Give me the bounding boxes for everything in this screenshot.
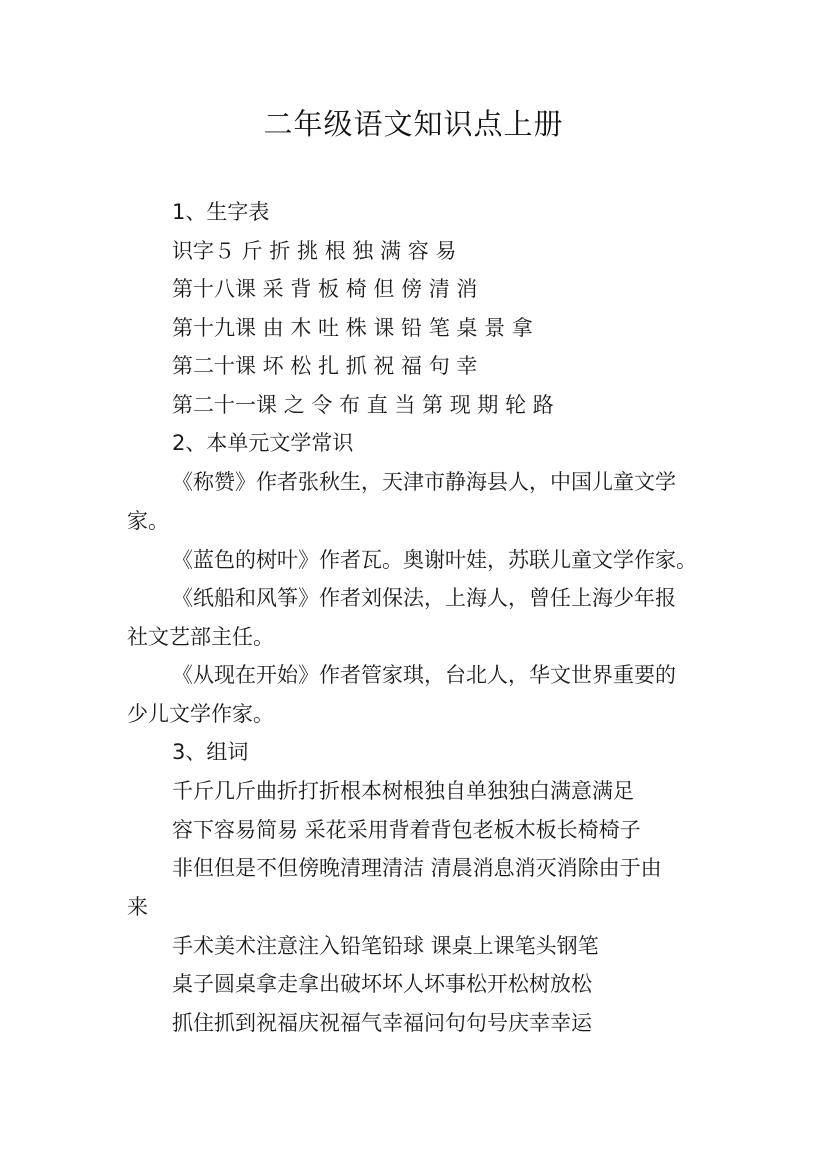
word-line: 来 <box>127 895 148 919</box>
word-line: 抓住抓到祝福庆祝福气幸福问句句号庆幸幸运 <box>172 1011 592 1035</box>
word-line: 容下容易简易 采花采用背着背包老板木板长椅椅子 <box>172 818 641 842</box>
word-line: 千斤几斤曲折打折根本树根独自单独独白满意满足 <box>172 779 634 803</box>
paragraph-line: 社文艺部主任。 <box>127 625 274 649</box>
word-line: 桌子圆桌拿走拿出破坏坏人坏事松开松树放松 <box>172 972 592 996</box>
paragraph-line: 少儿文学作家。 <box>127 702 274 726</box>
vocab-line: 第十八课 采 背 板 椅 但 傍 清 消 <box>172 277 478 301</box>
paragraph-line: 家。 <box>127 509 169 533</box>
section-heading-literature: 2、本单元文学常识 <box>172 431 354 455</box>
vocab-line: 第十九课 由 木 吐 株 课 铅 笔 桌 景 拿 <box>172 316 533 340</box>
paragraph-line: 《纸船和风筝》作者刘保法，上海人，曾任上海少年报 <box>172 586 676 610</box>
page-title: 二年级语文知识点上册 <box>263 107 564 141</box>
paragraph-line: 《称赞》作者张秋生，天津市静海县人，中国儿童文学 <box>172 470 676 494</box>
word-line: 非但但是不但傍晚清理清洁 清晨消息消灭消除由于由 <box>172 856 662 880</box>
paragraph-line: 《蓝色的树叶》作者瓦。奥谢叶娃，苏联儿童文学作家。 <box>172 548 697 572</box>
section-heading-vocabulary: 1、生字表 <box>172 200 270 224</box>
word-line: 手术美术注意注入铅笔铅球 课桌上课笔头钢笔 <box>172 934 599 958</box>
vocab-line: 识字５ 斤 折 挑 根 独 满 容 易 <box>172 239 457 263</box>
vocab-line: 第二十一课 之 令 布 直 当 第 现 期 轮 路 <box>172 393 554 417</box>
section-heading-word-building: 3、组词 <box>172 740 249 764</box>
vocab-line: 第二十课 坏 松 扎 抓 祝 福 句 幸 <box>172 354 478 378</box>
paragraph-line: 《从现在开始》作者管家琪，台北人，华文世界重要的 <box>172 663 676 687</box>
